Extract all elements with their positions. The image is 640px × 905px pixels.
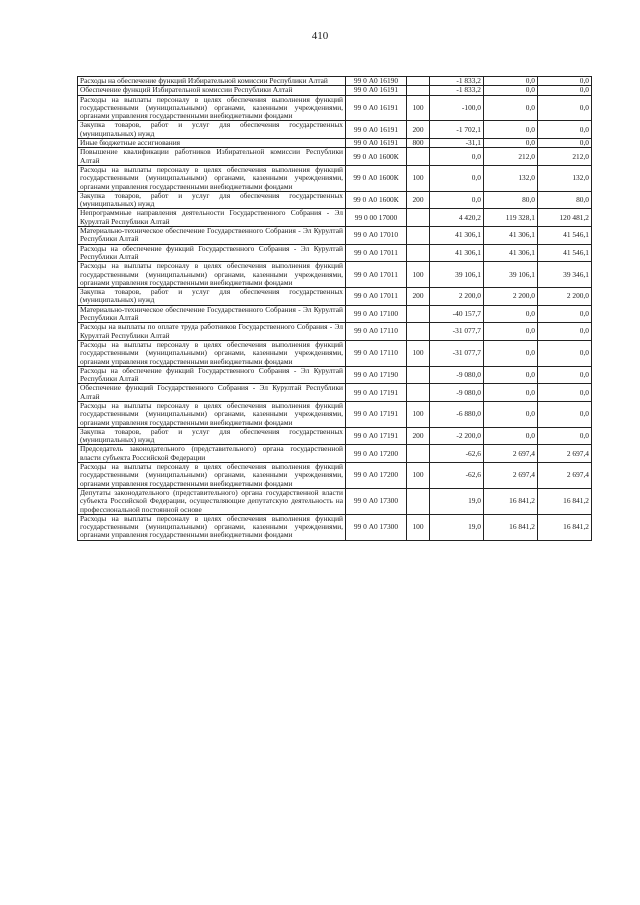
row-amount-2-cell: 39 106,1 [484, 262, 538, 288]
row-expense-type-cell [407, 227, 430, 245]
row-amount-2-cell: 0,0 [484, 86, 538, 95]
row-code-cell: 99 0 А0 1600К [346, 148, 407, 166]
table-row [78, 139, 592, 148]
row-amount-2-cell: 0,0 [484, 366, 538, 384]
row-name-cell: Расходы на выплаты персоналу в целях обеспечения выполнения функций государственными (муниципальными) органами, казенными учреждениями, органами управления государственными внебюджетными фондами [78, 340, 346, 366]
row-amount-2-cell: 0,0 [484, 95, 538, 121]
row-amount-1-cell: 19,0 [430, 514, 484, 540]
row-amount-3-cell: 2 697,4 [538, 445, 592, 463]
row-name-cell: Повышение квалификации работников Избирательной комиссии Республики Алтай [78, 148, 346, 166]
table-row [78, 305, 592, 323]
row-amount-2-cell: 0,0 [484, 77, 538, 86]
row-expense-type-cell: 200 [407, 288, 430, 306]
row-amount-1-cell: 19,0 [430, 488, 484, 514]
row-code-cell: 99 0 А0 17191 [346, 384, 407, 402]
row-amount-2-cell: 0,0 [484, 121, 538, 139]
row-code-cell: 99 0 А0 16191 [346, 86, 407, 95]
row-code-cell: 99 0 А0 16191 [346, 121, 407, 139]
row-name-cell: Расходы на обеспечение функций Государственного Собрания - Эл Курултай Республики Алтай [78, 244, 346, 262]
row-amount-2-cell: 41 306,1 [484, 244, 538, 262]
row-expense-type-cell [407, 77, 430, 86]
row-expense-type-cell: 100 [407, 514, 430, 540]
row-code-cell: 99 0 А0 17191 [346, 427, 407, 445]
row-amount-1-cell: -6 880,0 [430, 401, 484, 427]
row-name-cell: Обеспечение функций Государственного Собрания - Эл Курултай Республики Алтай [78, 384, 346, 402]
table-row [78, 95, 592, 121]
row-amount-1-cell: -31 077,7 [430, 323, 484, 341]
row-expense-type-cell [407, 148, 430, 166]
row-code-cell: 99 0 А0 17190 [346, 366, 407, 384]
row-amount-1-cell: -1 833,2 [430, 86, 484, 95]
row-amount-3-cell: 212,0 [538, 148, 592, 166]
row-name-cell: Депутаты законодательного (представительного) органа государственной власти субъекта Российской Федерации, осуществляющие депутатскую деятельность на профессиональной постоянной основе [78, 488, 346, 514]
row-name-cell: Непрограммные направления деятельности Государственного Собрания - Эл Курултай Республики Алтай [78, 209, 346, 227]
row-name-cell: Расходы на выплаты персоналу в целях обеспечения выполнения функций государственными (муниципальными) органами, казенными учреждениями, органами управления государственными внебюджетными фондами [78, 401, 346, 427]
row-name-cell: Иные бюджетные ассигнования [78, 139, 346, 148]
table-row [78, 227, 592, 245]
row-amount-2-cell: 119 328,1 [484, 209, 538, 227]
table-row [78, 514, 592, 540]
row-name-cell: Расходы на обеспечение функций Избирательной комиссии Республики Алтай [78, 77, 346, 86]
row-amount-1-cell: 2 200,0 [430, 288, 484, 306]
row-name-cell: Расходы на выплаты персоналу в целях обеспечения выполнения функций государственными (муниципальными) органами, казенными учреждениями, органами управления государственными внебюджетными фондами [78, 514, 346, 540]
row-amount-3-cell: 0,0 [538, 340, 592, 366]
row-expense-type-cell [407, 323, 430, 341]
page-number: 410 [311, 30, 329, 42]
row-amount-3-cell: 0,0 [538, 384, 592, 402]
row-amount-1-cell: 41 306,1 [430, 244, 484, 262]
table-row [78, 244, 592, 262]
table-row [78, 191, 592, 209]
row-amount-2-cell: 212,0 [484, 148, 538, 166]
row-name-cell: Расходы на выплаты персоналу в целях обеспечения выполнения функций государственными (муниципальными) органами, казенными учреждениями, органами управления государственными внебюджетными фондами [78, 463, 346, 489]
row-code-cell: 99 0 А0 17011 [346, 288, 407, 306]
row-amount-3-cell: 0,0 [538, 366, 592, 384]
row-code-cell: 99 0 А0 17200 [346, 445, 407, 463]
row-expense-type-cell [407, 86, 430, 95]
row-expense-type-cell: 800 [407, 139, 430, 148]
row-code-cell: 99 0 А0 17300 [346, 488, 407, 514]
table-row [78, 121, 592, 139]
row-code-cell: 99 0 А0 1600К [346, 165, 407, 191]
row-amount-3-cell: 41 546,1 [538, 244, 592, 262]
row-name-cell: Расходы на обеспечение функций Государственного Собрания - Эл Курултай Республики Алтай [78, 366, 346, 384]
row-expense-type-cell [407, 305, 430, 323]
row-expense-type-cell [407, 384, 430, 402]
row-expense-type-cell: 100 [407, 340, 430, 366]
row-code-cell: 99 0 00 17000 [346, 209, 407, 227]
row-amount-2-cell: 80,0 [484, 191, 538, 209]
row-amount-1-cell: 39 106,1 [430, 262, 484, 288]
row-amount-3-cell: 80,0 [538, 191, 592, 209]
row-amount-1-cell: -100,0 [430, 95, 484, 121]
table-row [78, 366, 592, 384]
row-expense-type-cell: 100 [407, 262, 430, 288]
row-code-cell: 99 0 А0 17011 [346, 244, 407, 262]
row-code-cell: 99 0 А0 1600К [346, 191, 407, 209]
row-code-cell: 99 0 А0 17100 [346, 305, 407, 323]
row-code-cell: 99 0 А0 17110 [346, 323, 407, 341]
row-amount-3-cell: 39 346,1 [538, 262, 592, 288]
table-row [78, 77, 592, 86]
row-amount-2-cell: 0,0 [484, 427, 538, 445]
row-amount-2-cell: 41 306,1 [484, 227, 538, 245]
row-amount-1-cell: 0,0 [430, 191, 484, 209]
row-amount-2-cell: 132,0 [484, 165, 538, 191]
row-amount-2-cell: 0,0 [484, 305, 538, 323]
row-amount-2-cell: 0,0 [484, 323, 538, 341]
row-amount-2-cell: 16 841,2 [484, 488, 538, 514]
row-name-cell: Материально-техническое обеспечение Государственного Собрания - Эл Курултай Республики Алтай [78, 305, 346, 323]
table-row [78, 427, 592, 445]
row-amount-1-cell: -1 833,2 [430, 77, 484, 86]
row-code-cell: 99 0 А0 17110 [346, 340, 407, 366]
row-amount-3-cell: 16 841,2 [538, 514, 592, 540]
row-amount-1-cell: 0,0 [430, 165, 484, 191]
row-name-cell: Материально-техническое обеспечение Государственного Собрания - Эл Курултай Республики Алтай [78, 227, 346, 245]
table-row [78, 384, 592, 402]
row-expense-type-cell [407, 366, 430, 384]
row-code-cell: 99 0 А0 17200 [346, 463, 407, 489]
row-amount-1-cell: -9 080,0 [430, 384, 484, 402]
table-row [78, 262, 592, 288]
budget-table-body [78, 77, 592, 541]
row-code-cell: 99 0 А0 17011 [346, 262, 407, 288]
row-amount-3-cell: 0,0 [538, 323, 592, 341]
row-expense-type-cell [407, 244, 430, 262]
table-row [78, 209, 592, 227]
row-amount-3-cell: 16 841,2 [538, 488, 592, 514]
row-amount-3-cell: 0,0 [538, 95, 592, 121]
row-code-cell: 99 0 А0 16190 [346, 77, 407, 86]
row-amount-1-cell: -62,6 [430, 463, 484, 489]
row-expense-type-cell: 100 [407, 165, 430, 191]
row-expense-type-cell [407, 209, 430, 227]
table-row [78, 488, 592, 514]
row-amount-1-cell: -2 200,0 [430, 427, 484, 445]
row-amount-3-cell: 120 481,2 [538, 209, 592, 227]
row-name-cell: Закупка товаров, работ и услуг для обеспечения государственных (муниципальных) нужд [78, 191, 346, 209]
table-row [78, 401, 592, 427]
row-amount-3-cell: 0,0 [538, 77, 592, 86]
row-name-cell: Расходы на выплаты персоналу в целях обеспечения выполнения функций государственными (муниципальными) органами, казенными учреждениями, органами управления государственными внебюджетными фондами [78, 262, 346, 288]
table-row [78, 165, 592, 191]
row-amount-3-cell: 0,0 [538, 401, 592, 427]
table-row [78, 445, 592, 463]
row-amount-2-cell: 2 697,4 [484, 445, 538, 463]
row-amount-1-cell: 41 306,1 [430, 227, 484, 245]
row-expense-type-cell [407, 445, 430, 463]
row-name-cell: Закупка товаров, работ и услуг для обеспечения государственных (муниципальных) нужд [78, 427, 346, 445]
row-expense-type-cell: 200 [407, 121, 430, 139]
row-code-cell: 99 0 А0 16191 [346, 95, 407, 121]
table-row [78, 288, 592, 306]
row-code-cell: 99 0 А0 17010 [346, 227, 407, 245]
row-amount-3-cell: 2 200,0 [538, 288, 592, 306]
row-amount-3-cell: 2 697,4 [538, 463, 592, 489]
row-name-cell: Расходы на выплаты персоналу в целях обеспечения выполнения функций государственными (муниципальными) органами, казенными учреждениями, органами управления государственными внебюджетными фондами [78, 165, 346, 191]
row-code-cell: 99 0 А0 17300 [346, 514, 407, 540]
table-row [78, 323, 592, 341]
row-name-cell: Председатель законодательного (представительного) органа государственной власти субъекта Российской Федерации [78, 445, 346, 463]
row-code-cell: 99 0 А0 17191 [346, 401, 407, 427]
row-amount-3-cell: 41 546,1 [538, 227, 592, 245]
row-amount-3-cell: 132,0 [538, 165, 592, 191]
row-expense-type-cell: 200 [407, 427, 430, 445]
row-amount-2-cell: 0,0 [484, 384, 538, 402]
row-code-cell: 99 0 А0 16191 [346, 139, 407, 148]
row-name-cell: Обеспечение функций Избирательной комиссии Республики Алтай [78, 86, 346, 95]
row-amount-1-cell: -40 157,7 [430, 305, 484, 323]
row-name-cell: Расходы на выплаты персоналу в целях обеспечения выполнения функций государственными (муниципальными) органами, казенными учреждениями, органами управления государственными внебюджетными фондами [78, 95, 346, 121]
row-amount-3-cell: 0,0 [538, 139, 592, 148]
row-amount-2-cell: 2 200,0 [484, 288, 538, 306]
table-row [78, 463, 592, 489]
row-amount-2-cell: 0,0 [484, 340, 538, 366]
row-amount-3-cell: 0,0 [538, 86, 592, 95]
row-amount-3-cell: 0,0 [538, 121, 592, 139]
row-amount-1-cell: 0,0 [430, 148, 484, 166]
row-name-cell: Закупка товаров, работ и услуг для обеспечения государственных (муниципальных) нужд [78, 288, 346, 306]
row-expense-type-cell: 200 [407, 191, 430, 209]
row-amount-1-cell: -62,6 [430, 445, 484, 463]
row-amount-1-cell: -31,1 [430, 139, 484, 148]
row-expense-type-cell [407, 488, 430, 514]
row-expense-type-cell: 100 [407, 463, 430, 489]
row-expense-type-cell: 100 [407, 401, 430, 427]
row-amount-1-cell: -1 702,1 [430, 121, 484, 139]
table-row [78, 148, 592, 166]
row-amount-2-cell: 0,0 [484, 139, 538, 148]
row-amount-2-cell: 16 841,2 [484, 514, 538, 540]
row-amount-2-cell: 2 697,4 [484, 463, 538, 489]
row-name-cell: Расходы на выплаты по оплате труда работников Государственного Собрания - Эл Курултай Республики Алтай [78, 323, 346, 341]
row-amount-2-cell: 0,0 [484, 401, 538, 427]
row-expense-type-cell: 100 [407, 95, 430, 121]
row-amount-1-cell: 4 420,2 [430, 209, 484, 227]
row-name-cell: Закупка товаров, работ и услуг для обеспечения государственных (муниципальных) нужд [78, 121, 346, 139]
table-row [78, 340, 592, 366]
row-amount-1-cell: -31 077,7 [430, 340, 484, 366]
row-amount-3-cell: 0,0 [538, 305, 592, 323]
table-row [78, 86, 592, 95]
row-amount-1-cell: -9 080,0 [430, 366, 484, 384]
row-amount-3-cell: 0,0 [538, 427, 592, 445]
budget-table [77, 76, 592, 541]
